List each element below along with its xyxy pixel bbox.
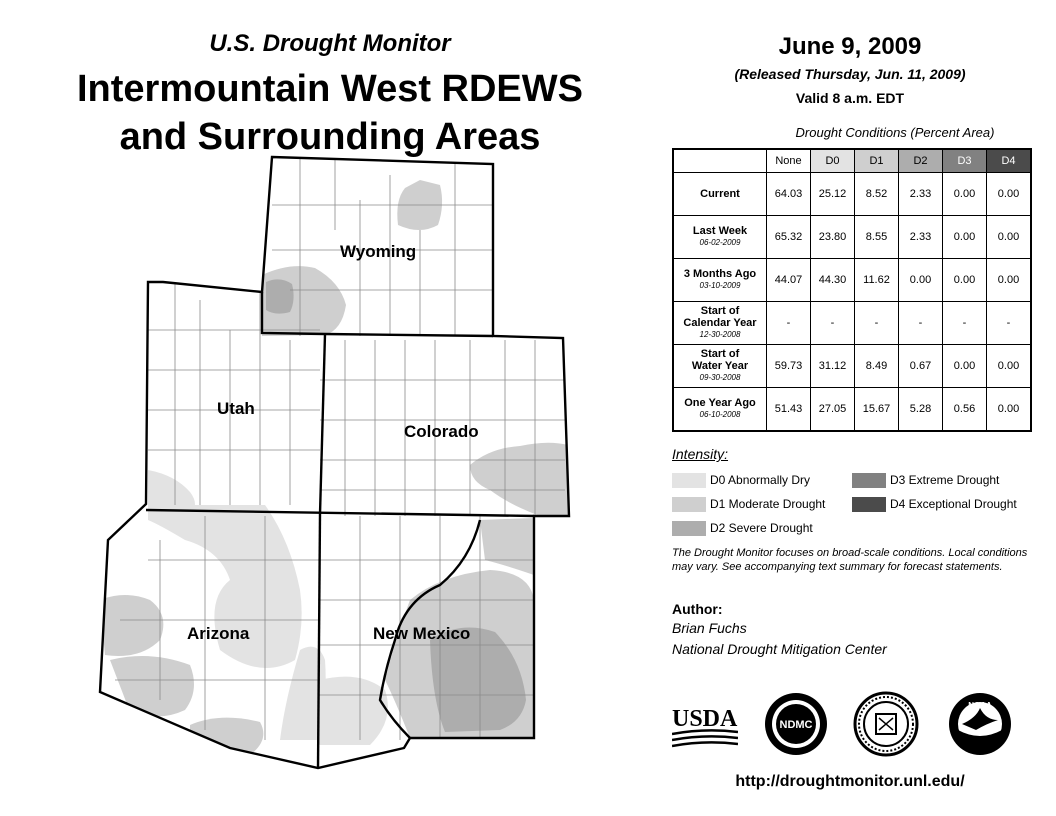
table-cell: 59.73 [767, 345, 811, 388]
table-cell: 8.52 [855, 173, 899, 216]
ndmc-logo-text: NDMC [779, 719, 813, 731]
table-cell: - [943, 302, 987, 345]
table-cell: - [899, 302, 943, 345]
map-title-line1: Intermountain West RDEWS [77, 68, 583, 110]
table-cell: 0.00 [943, 259, 987, 302]
table-cell: 64.03 [767, 173, 811, 216]
nm-d1-north [480, 518, 534, 575]
legend-title: Intensity: [672, 446, 729, 462]
row-date: 06-10-2008 [699, 410, 741, 419]
row-label: One Year Ago [684, 397, 756, 409]
usda-logo [672, 702, 738, 750]
legend-swatch [852, 473, 886, 488]
disclaimer-note: The Drought Monitor focuses on broad-scale conditions. Local conditions may vary. See accompanying text summary for forecast statements. [672, 547, 1028, 573]
table-row [673, 173, 1031, 216]
table-cell: - [811, 302, 855, 345]
arizona-d0-area [148, 505, 302, 668]
table-cell: - [855, 302, 899, 345]
table-cell: 0.00 [943, 173, 987, 216]
row-label: Current [700, 188, 740, 200]
table-cell: 0.00 [987, 259, 1032, 302]
table-cell: 44.30 [811, 259, 855, 302]
column-header: D1 [855, 149, 899, 173]
wyoming-d2-area [266, 279, 294, 313]
table-cell: 27.05 [811, 388, 855, 432]
table-cell: 65.32 [767, 216, 811, 259]
author-organization: National Drought Mitigation Center [672, 641, 887, 657]
column-header: D3 [943, 149, 987, 173]
legend-swatch [852, 497, 886, 512]
row-date: 12-30-2008 [699, 330, 741, 339]
table-cell: 15.67 [855, 388, 899, 432]
row-label: Start of [700, 305, 740, 317]
noaa-logo-text: NOAA [968, 701, 992, 710]
nm-d0-area [318, 677, 388, 745]
state-label-wyoming: Wyoming [340, 242, 417, 261]
state-label-utah: Utah [217, 399, 255, 418]
state-label-new-mexico: New Mexico [373, 624, 471, 643]
colorado-d1-area [470, 443, 570, 516]
legend-label: D2 Severe Drought [710, 521, 813, 535]
row-header [673, 302, 767, 345]
row-date: 06-02-2009 [699, 238, 741, 247]
row-header [673, 388, 767, 432]
table-cell: 23.80 [811, 216, 855, 259]
column-header: D2 [899, 149, 943, 173]
table-cell: 11.62 [855, 259, 899, 302]
state-label-arizona: Arizona [187, 624, 250, 643]
table-row [673, 216, 1031, 259]
table-cell: 0.00 [987, 388, 1032, 432]
legend-item-d1 [672, 496, 825, 513]
row-label-line2: Calendar Year [683, 317, 757, 329]
legend-item-d3 [852, 472, 999, 489]
table-cell: 25.12 [811, 173, 855, 216]
table-cell: 0.00 [943, 345, 987, 388]
drought-conditions-table [672, 148, 1032, 432]
table-cell: 8.55 [855, 216, 899, 259]
table-row [673, 388, 1031, 432]
table-cell: - [767, 302, 811, 345]
table-cell: 0.56 [943, 388, 987, 432]
table-cell: 0.00 [987, 216, 1032, 259]
legend-swatch [672, 497, 706, 512]
table-cell: 0.00 [987, 173, 1032, 216]
column-header: D0 [811, 149, 855, 173]
arizona-d1-south [110, 656, 194, 717]
column-header: D4 [987, 149, 1032, 173]
usda-logo-text: USDA [672, 706, 738, 732]
ndmc-logo [762, 690, 830, 758]
row-label: Start of [700, 348, 740, 360]
table-cell: 2.33 [899, 173, 943, 216]
table-header-row [673, 149, 1031, 173]
row-date: 03-10-2009 [699, 281, 741, 290]
column-header: None [767, 149, 811, 173]
table-cell: 0.67 [899, 345, 943, 388]
arizona-d1-west [100, 595, 163, 656]
table-row [673, 302, 1031, 345]
row-header [673, 259, 767, 302]
row-label: Last Week [692, 225, 748, 237]
legend-item-d4 [852, 496, 1017, 513]
legend-swatch [672, 473, 706, 488]
table-corner [673, 149, 767, 173]
release-date: (Released Thursday, Jun. 11, 2009) [734, 66, 966, 82]
legend-label: D0 Abnormally Dry [710, 473, 811, 487]
table-row [673, 259, 1031, 302]
row-label: 3 Months Ago [683, 268, 757, 280]
table-cell: 51.43 [767, 388, 811, 432]
row-date: 09-30-2008 [699, 373, 741, 382]
website-url[interactable]: http://droughtmonitor.unl.edu/ [735, 773, 965, 790]
table-cell: 0.00 [943, 216, 987, 259]
row-header [673, 345, 767, 388]
map-subtitle: U.S. Drought Monitor [209, 30, 451, 57]
table-title: Drought Conditions (Percent Area) [795, 125, 995, 140]
table-cell: 31.12 [811, 345, 855, 388]
row-header [673, 216, 767, 259]
row-label-line2: Water Year [691, 360, 749, 372]
author-name: Brian Fuchs [672, 620, 747, 636]
drought-areas [100, 180, 570, 755]
table-cell: 8.49 [855, 345, 899, 388]
table-row [673, 345, 1031, 388]
row-header [673, 173, 767, 216]
table-cell: 44.07 [767, 259, 811, 302]
legend-item-d2 [672, 520, 813, 537]
table-cell: 5.28 [899, 388, 943, 432]
author-label: Author: [672, 601, 723, 617]
table-cell: 2.33 [899, 216, 943, 259]
table-cell: 0.00 [987, 345, 1032, 388]
drought-map [0, 150, 600, 770]
legend-label: D1 Moderate Drought [710, 497, 826, 511]
noaa-logo [946, 690, 1014, 758]
map-title-line2: and Surrounding Areas [119, 116, 541, 158]
map-date: June 9, 2009 [778, 33, 922, 60]
table-cell: 0.00 [899, 259, 943, 302]
state-label-colorado: Colorado [404, 422, 479, 441]
legend-item-d0 [672, 472, 810, 489]
valid-time: Valid 8 a.m. EDT [795, 90, 905, 106]
legend-label: D4 Exceptional Drought [890, 497, 1017, 511]
commerce-seal-icon [852, 690, 920, 758]
legend-label: D3 Extreme Drought [890, 473, 1000, 487]
table-cell: - [987, 302, 1032, 345]
legend-swatch [672, 521, 706, 536]
